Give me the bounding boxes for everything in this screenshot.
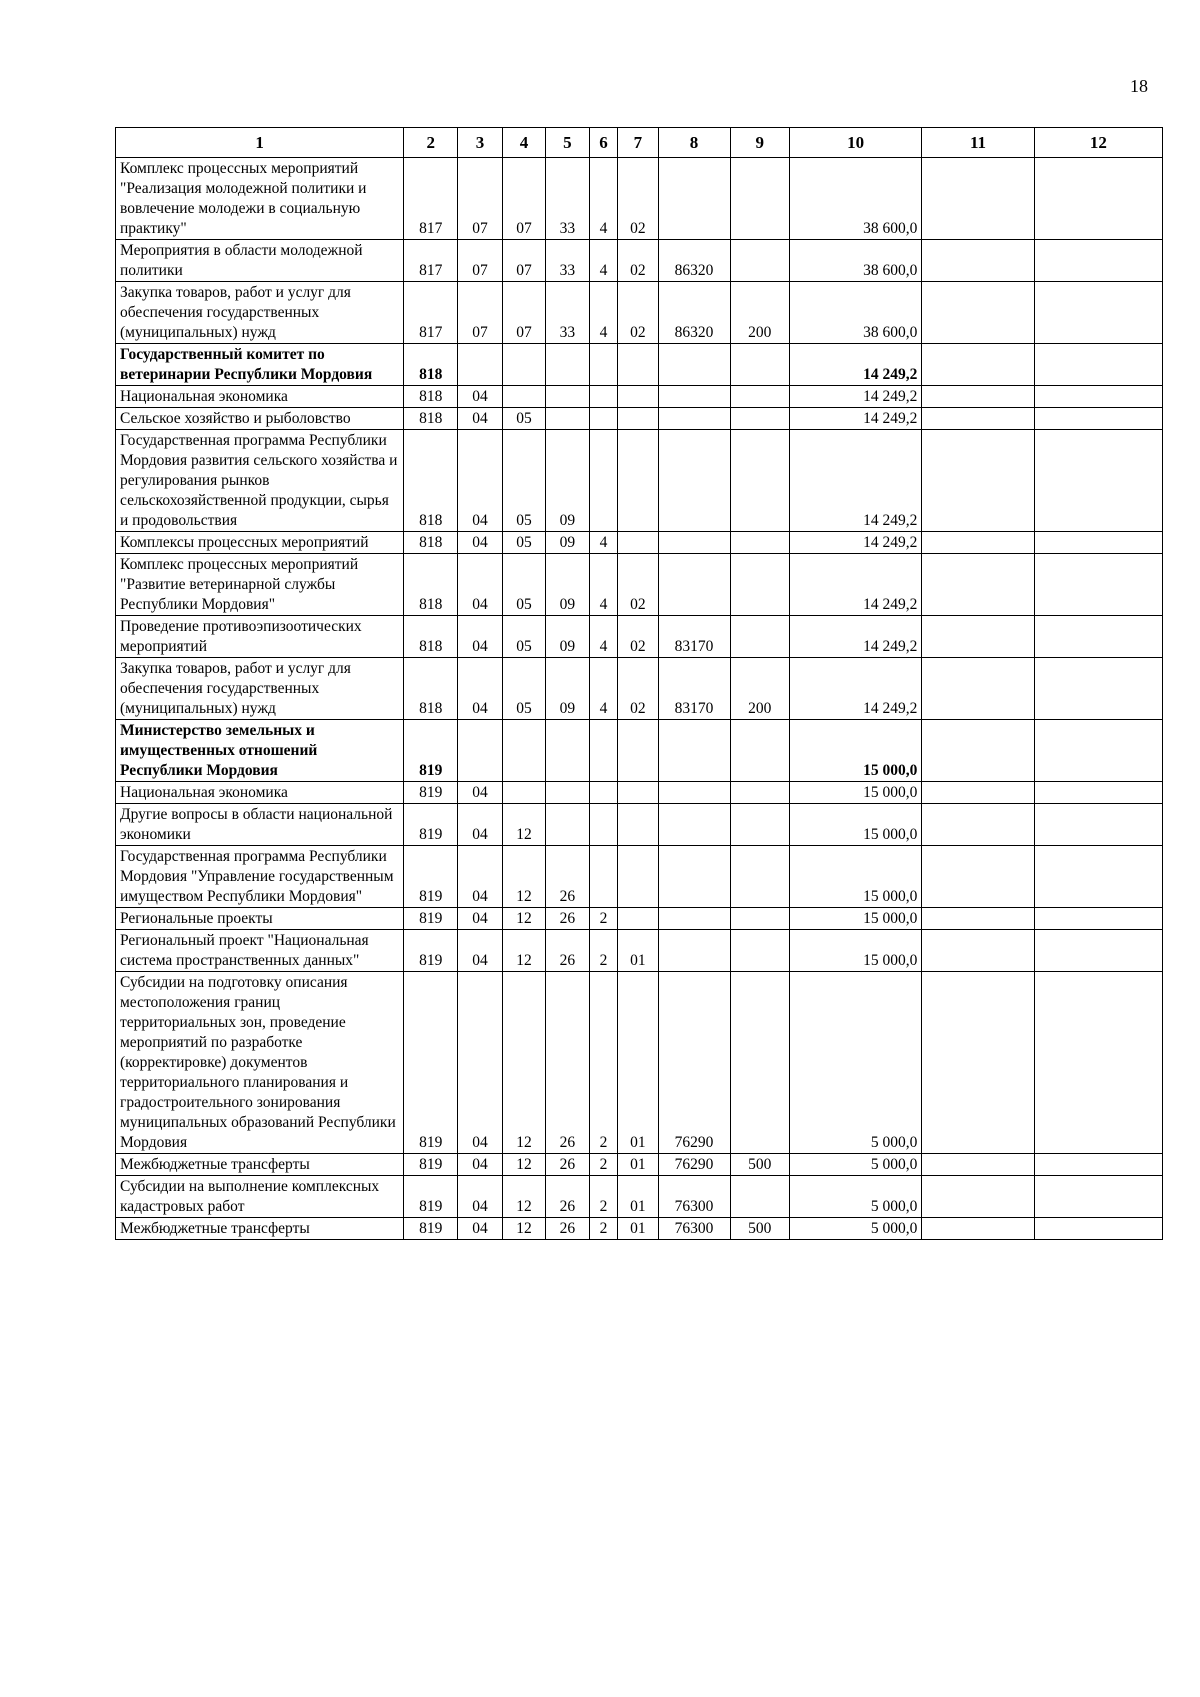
cell-col-11 [922,282,1034,344]
cell-subprogram-code: 4 [589,282,618,344]
cell-col-11 [922,972,1034,1154]
cell-item-name: Комплексы процессных мероприятий [116,532,404,554]
cell-dept-code: 819 [404,1154,458,1176]
cell-item-name: Межбюджетные трансферты [116,1154,404,1176]
cell-program-code: 26 [546,930,589,972]
column-header-5: 5 [546,128,589,158]
cell-target-code: 83170 [658,616,730,658]
cell-program-code: 09 [546,554,589,616]
cell-col-11 [922,1218,1034,1240]
cell-program-code [546,386,589,408]
cell-col-12 [1034,554,1162,616]
cell-event-code [618,408,658,430]
cell-amount: 15 000,0 [789,782,921,804]
cell-col-12 [1034,782,1162,804]
cell-subprogram-code: 4 [589,240,618,282]
cell-subsection-code: 07 [502,282,545,344]
cell-target-code [658,386,730,408]
cell-subprogram-code: 2 [589,972,618,1154]
cell-amount: 15 000,0 [789,804,921,846]
cell-amount: 14 249,2 [789,344,921,386]
cell-col-12 [1034,616,1162,658]
cell-subsection-code: 12 [502,804,545,846]
table-row [116,408,1163,430]
cell-event-code: 02 [618,282,658,344]
cell-section-code: 04 [458,930,503,972]
cell-event-code [618,532,658,554]
cell-event-code [618,908,658,930]
cell-target-code: 76300 [658,1176,730,1218]
cell-target-code [658,554,730,616]
cell-col-12 [1034,908,1162,930]
cell-expense-type-code: 500 [730,1154,789,1176]
cell-program-code [546,344,589,386]
cell-section-code [458,344,503,386]
cell-amount: 5 000,0 [789,1154,921,1176]
cell-col-11 [922,158,1034,240]
table-row [116,430,1163,532]
cell-subprogram-code: 4 [589,158,618,240]
cell-subprogram-code: 4 [589,616,618,658]
cell-program-code: 26 [546,1154,589,1176]
table-row [116,532,1163,554]
cell-target-code [658,804,730,846]
table-body [116,158,1163,1240]
cell-section-code: 07 [458,158,503,240]
cell-event-code: 02 [618,658,658,720]
cell-target-code [658,908,730,930]
cell-dept-code: 819 [404,1176,458,1218]
cell-expense-type-code: 200 [730,658,789,720]
cell-amount: 15 000,0 [789,720,921,782]
cell-dept-code: 818 [404,386,458,408]
cell-item-name: Проведение противоэпизоотических мероприятий [116,616,404,658]
cell-event-code [618,804,658,846]
cell-expense-type-code [730,846,789,908]
table-row [116,908,1163,930]
table-row [116,158,1163,240]
cell-col-12 [1034,532,1162,554]
cell-subprogram-code: 2 [589,930,618,972]
cell-expense-type-code [730,408,789,430]
column-header-8: 8 [658,128,730,158]
cell-program-code [546,804,589,846]
cell-amount: 15 000,0 [789,908,921,930]
table-row [116,240,1163,282]
cell-col-11 [922,240,1034,282]
cell-target-code: 83170 [658,658,730,720]
column-header-6: 6 [589,128,618,158]
cell-dept-code: 818 [404,658,458,720]
cell-program-code: 26 [546,846,589,908]
cell-section-code: 04 [458,532,503,554]
cell-subsection-code: 05 [502,616,545,658]
cell-expense-type-code [730,930,789,972]
cell-target-code [658,720,730,782]
cell-amount: 15 000,0 [789,930,921,972]
column-header-3: 3 [458,128,503,158]
cell-item-name: Государственная программа Республики Мордовия "Управление государственным имуществом Республики Мордовия" [116,846,404,908]
cell-subprogram-code: 4 [589,532,618,554]
cell-event-code: 01 [618,1176,658,1218]
cell-col-11 [922,720,1034,782]
column-header-7: 7 [618,128,658,158]
table-row [116,1154,1163,1176]
cell-item-name: Национальная экономика [116,782,404,804]
cell-item-name: Сельское хозяйство и рыболовство [116,408,404,430]
table-row [116,720,1163,782]
cell-dept-code: 819 [404,972,458,1154]
table-row [116,386,1163,408]
cell-expense-type-code [730,344,789,386]
cell-dept-code: 819 [404,720,458,782]
cell-col-11 [922,782,1034,804]
cell-dept-code: 818 [404,430,458,532]
cell-subsection-code: 05 [502,430,545,532]
cell-dept-code: 818 [404,554,458,616]
cell-program-code: 09 [546,658,589,720]
cell-program-code: 26 [546,972,589,1154]
cell-dept-code: 819 [404,1218,458,1240]
header-row [116,128,1163,158]
cell-event-code: 01 [618,972,658,1154]
cell-col-12 [1034,658,1162,720]
cell-amount: 38 600,0 [789,158,921,240]
cell-program-code [546,720,589,782]
cell-event-code [618,846,658,908]
cell-event-code: 02 [618,554,658,616]
cell-target-code: 76290 [658,972,730,1154]
cell-amount: 14 249,2 [789,532,921,554]
table-row [116,1176,1163,1218]
cell-subsection-code: 07 [502,240,545,282]
cell-section-code: 04 [458,554,503,616]
cell-expense-type-code [730,782,789,804]
cell-col-11 [922,386,1034,408]
cell-expense-type-code: 500 [730,1218,789,1240]
cell-subprogram-code [589,408,618,430]
table-row [116,782,1163,804]
cell-expense-type-code [730,240,789,282]
column-header-10: 10 [789,128,921,158]
cell-item-name: Комплекс процессных мероприятий "Развитие ветеринарной службы Республики Мордовия" [116,554,404,616]
cell-item-name: Региональный проект "Национальная система пространственных данных" [116,930,404,972]
cell-col-11 [922,408,1034,430]
cell-subsection-code: 05 [502,658,545,720]
cell-target-code: 86320 [658,282,730,344]
cell-target-code: 76300 [658,1218,730,1240]
cell-subsection-code [502,720,545,782]
cell-dept-code: 818 [404,532,458,554]
cell-amount: 14 249,2 [789,430,921,532]
cell-dept-code: 819 [404,846,458,908]
cell-col-11 [922,1154,1034,1176]
cell-item-name: Государственный комитет по ветеринарии Республики Мордовия [116,344,404,386]
cell-section-code: 04 [458,804,503,846]
cell-item-name: Государственная программа Республики Мордовия развития сельского хозяйства и регулирования рынков сельскохозяйственной продукции, сырья и продовольствия [116,430,404,532]
cell-col-12 [1034,846,1162,908]
table-row [116,804,1163,846]
cell-expense-type-code: 200 [730,282,789,344]
cell-event-code [618,386,658,408]
table-row [116,930,1163,972]
cell-col-11 [922,344,1034,386]
cell-section-code: 04 [458,972,503,1154]
cell-target-code [658,430,730,532]
cell-target-code: 86320 [658,240,730,282]
cell-col-12 [1034,1176,1162,1218]
cell-item-name: Субсидии на подготовку описания местоположения границ территориальных зон, проведение мероприятий по разработке (корректировке) документов территориального планирования и градостроительного зонирования муниципальных образований Республики Мордовия [116,972,404,1154]
cell-subprogram-code: 2 [589,1176,618,1218]
table-row [116,658,1163,720]
cell-item-name: Министерство земельных и имущественных отношений Республики Мордовия [116,720,404,782]
cell-col-11 [922,616,1034,658]
cell-program-code: 09 [546,532,589,554]
table-row [116,344,1163,386]
cell-expense-type-code [730,430,789,532]
cell-section-code: 04 [458,658,503,720]
cell-subsection-code: 12 [502,846,545,908]
cell-program-code: 33 [546,158,589,240]
cell-subsection-code: 12 [502,930,545,972]
cell-target-code: 76290 [658,1154,730,1176]
cell-subsection-code: 12 [502,1176,545,1218]
cell-program-code: 26 [546,1176,589,1218]
cell-dept-code: 819 [404,908,458,930]
table-row [116,846,1163,908]
column-header-4: 4 [502,128,545,158]
cell-item-name: Закупка товаров, работ и услуг для обеспечения государственных (муниципальных) нужд [116,658,404,720]
cell-amount: 5 000,0 [789,1218,921,1240]
cell-amount: 38 600,0 [789,240,921,282]
cell-subsection-code: 05 [502,408,545,430]
cell-section-code: 04 [458,408,503,430]
cell-expense-type-code [730,908,789,930]
cell-event-code: 01 [618,1154,658,1176]
cell-program-code [546,782,589,804]
cell-target-code [658,158,730,240]
cell-col-11 [922,930,1034,972]
cell-item-name: Межбюджетные трансферты [116,1218,404,1240]
cell-subsection-code: 05 [502,554,545,616]
table-row [116,616,1163,658]
cell-subsection-code: 05 [502,532,545,554]
cell-dept-code: 819 [404,804,458,846]
cell-amount: 5 000,0 [789,1176,921,1218]
cell-col-11 [922,846,1034,908]
cell-col-12 [1034,240,1162,282]
cell-section-code: 04 [458,616,503,658]
cell-subprogram-code [589,782,618,804]
cell-col-12 [1034,804,1162,846]
cell-expense-type-code [730,158,789,240]
cell-col-12 [1034,344,1162,386]
cell-target-code [658,782,730,804]
cell-dept-code: 817 [404,282,458,344]
cell-event-code [618,430,658,532]
cell-event-code: 02 [618,158,658,240]
column-header-1: 1 [116,128,404,158]
cell-amount: 5 000,0 [789,972,921,1154]
cell-col-12 [1034,158,1162,240]
cell-col-11 [922,554,1034,616]
cell-item-name: Национальная экономика [116,386,404,408]
cell-col-12 [1034,930,1162,972]
cell-col-11 [922,532,1034,554]
cell-amount: 14 249,2 [789,554,921,616]
cell-expense-type-code [730,972,789,1154]
cell-target-code [658,930,730,972]
cell-subsection-code: 12 [502,1154,545,1176]
cell-subprogram-code [589,846,618,908]
cell-target-code [658,344,730,386]
cell-amount: 14 249,2 [789,658,921,720]
cell-col-11 [922,430,1034,532]
cell-subprogram-code [589,804,618,846]
cell-expense-type-code [730,386,789,408]
cell-section-code: 04 [458,1218,503,1240]
cell-subprogram-code [589,430,618,532]
cell-item-name: Другие вопросы в области национальной экономики [116,804,404,846]
cell-target-code [658,532,730,554]
cell-expense-type-code [730,804,789,846]
cell-event-code [618,344,658,386]
cell-col-12 [1034,1154,1162,1176]
cell-target-code [658,846,730,908]
cell-col-12 [1034,1218,1162,1240]
cell-program-code: 26 [546,908,589,930]
cell-section-code: 04 [458,782,503,804]
cell-target-code [658,408,730,430]
cell-section-code [458,720,503,782]
cell-dept-code: 818 [404,408,458,430]
cell-dept-code: 819 [404,930,458,972]
column-header-12: 12 [1034,128,1162,158]
cell-dept-code: 817 [404,240,458,282]
cell-dept-code: 817 [404,158,458,240]
cell-program-code: 33 [546,240,589,282]
table-row [116,282,1163,344]
cell-subprogram-code [589,386,618,408]
cell-amount: 14 249,2 [789,386,921,408]
page-number: 18 [1130,76,1148,96]
cell-event-code: 02 [618,240,658,282]
table-row [116,972,1163,1154]
budget-table [115,127,1163,1240]
cell-dept-code: 818 [404,344,458,386]
cell-item-name: Субсидии на выполнение комплексных кадастровых работ [116,1176,404,1218]
column-header-11: 11 [922,128,1034,158]
cell-subprogram-code [589,344,618,386]
column-header-9: 9 [730,128,789,158]
cell-program-code: 33 [546,282,589,344]
cell-event-code: 01 [618,930,658,972]
cell-subsection-code: 07 [502,158,545,240]
cell-col-12 [1034,720,1162,782]
cell-section-code: 07 [458,240,503,282]
cell-subsection-code: 12 [502,1218,545,1240]
cell-col-11 [922,658,1034,720]
column-header-2: 2 [404,128,458,158]
cell-col-12 [1034,408,1162,430]
cell-col-12 [1034,282,1162,344]
cell-program-code: 09 [546,430,589,532]
cell-item-name: Закупка товаров, работ и услуг для обеспечения государственных (муниципальных) нужд [116,282,404,344]
cell-subprogram-code: 2 [589,1218,618,1240]
cell-event-code [618,782,658,804]
cell-section-code: 04 [458,1154,503,1176]
cell-col-12 [1034,386,1162,408]
cell-amount: 14 249,2 [789,408,921,430]
cell-item-name: Комплекс процессных мероприятий "Реализация молодежной политики и вовлечение молодежи в социальную практику" [116,158,404,240]
cell-dept-code: 819 [404,782,458,804]
cell-dept-code: 818 [404,616,458,658]
cell-col-12 [1034,972,1162,1154]
table-row [116,554,1163,616]
cell-subsection-code: 12 [502,972,545,1154]
cell-col-11 [922,804,1034,846]
cell-section-code: 04 [458,908,503,930]
cell-program-code [546,408,589,430]
cell-expense-type-code [730,616,789,658]
cell-section-code: 04 [458,386,503,408]
cell-event-code [618,720,658,782]
cell-expense-type-code [730,532,789,554]
cell-col-11 [922,1176,1034,1218]
cell-expense-type-code [730,1176,789,1218]
cell-subprogram-code: 2 [589,1154,618,1176]
cell-subsection-code [502,386,545,408]
cell-subsection-code: 12 [502,908,545,930]
cell-amount: 38 600,0 [789,282,921,344]
cell-section-code: 04 [458,430,503,532]
cell-subprogram-code [589,720,618,782]
cell-program-code: 26 [546,1218,589,1240]
cell-expense-type-code [730,720,789,782]
cell-expense-type-code [730,554,789,616]
cell-item-name: Региональные проекты [116,908,404,930]
cell-col-12 [1034,430,1162,532]
cell-col-11 [922,908,1034,930]
cell-amount: 15 000,0 [789,846,921,908]
cell-section-code: 07 [458,282,503,344]
cell-program-code: 09 [546,616,589,658]
cell-subsection-code [502,782,545,804]
cell-event-code: 01 [618,1218,658,1240]
table-header [116,128,1163,158]
table-row [116,1218,1163,1240]
cell-subprogram-code: 2 [589,908,618,930]
cell-section-code: 04 [458,846,503,908]
cell-subprogram-code: 4 [589,658,618,720]
cell-subprogram-code: 4 [589,554,618,616]
cell-event-code: 02 [618,616,658,658]
cell-item-name: Мероприятия в области молодежной политики [116,240,404,282]
cell-section-code: 04 [458,1176,503,1218]
cell-subsection-code [502,344,545,386]
cell-amount: 14 249,2 [789,616,921,658]
